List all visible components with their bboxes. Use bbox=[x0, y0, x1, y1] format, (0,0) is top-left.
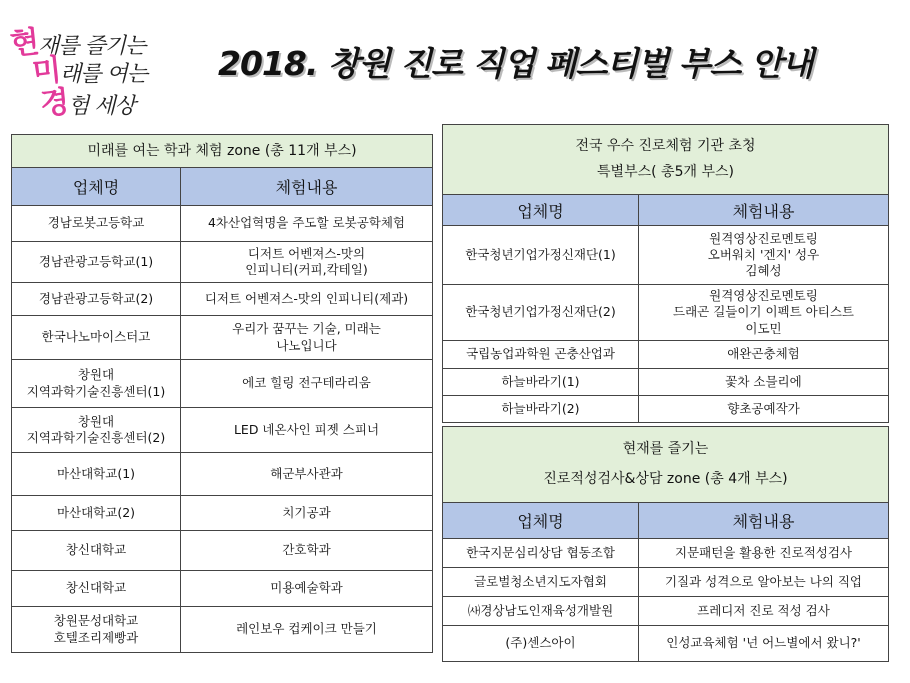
content-cell: 디저트 어벤져스-맛의 인피니티(제과) bbox=[181, 283, 433, 316]
zone2-table bbox=[442, 124, 889, 423]
zone3-table bbox=[442, 426, 889, 662]
zone1-col-content: 체험내용 bbox=[181, 168, 433, 206]
content-cell: 꽃차 소믈리에 bbox=[639, 369, 889, 396]
content-cell: 우리가 꿈꾸는 기술, 미래는 나노입니다 bbox=[181, 316, 433, 360]
zone1-col-company: 업체명 bbox=[12, 168, 181, 206]
zone1-table bbox=[11, 134, 433, 653]
table-row bbox=[12, 206, 433, 242]
content-cell: 간호학과 bbox=[181, 531, 433, 571]
company-cell: 한국지문심리상담 협동조합 bbox=[443, 539, 639, 568]
table-row bbox=[12, 496, 433, 531]
table-row bbox=[12, 607, 433, 653]
table-row bbox=[443, 568, 889, 597]
company-cell: 한국청년기업가정신재단(1) bbox=[443, 226, 639, 285]
content-cell: 4차산업혁명을 주도할 로봇공학체험 bbox=[181, 206, 433, 242]
zone3-rows bbox=[443, 539, 889, 662]
table-row bbox=[12, 316, 433, 360]
content-cell: 지문패턴을 활용한 진로적성검사 bbox=[639, 539, 889, 568]
zone3-col-content: 체험내용 bbox=[639, 503, 889, 539]
content-cell: 미용예술학과 bbox=[181, 571, 433, 607]
company-cell: (주)센스아이 bbox=[443, 626, 639, 662]
company-cell: ㈔경상남도인재육성개발원 bbox=[443, 597, 639, 626]
company-cell: 국립농업과학원 곤충산업과 bbox=[443, 341, 639, 369]
content-cell: 해군부사관과 bbox=[181, 453, 433, 496]
content-cell: 레인보우 컵케이크 만들기 bbox=[181, 607, 433, 653]
company-cell: 경남관광고등학교(1) bbox=[12, 242, 181, 283]
table-row bbox=[443, 539, 889, 568]
table-row bbox=[12, 531, 433, 571]
table-row bbox=[12, 283, 433, 316]
logo-line-3: 경험 세상 bbox=[38, 84, 135, 123]
content-cell: 치기공과 bbox=[181, 496, 433, 531]
table-row bbox=[443, 626, 889, 662]
table-row bbox=[443, 341, 889, 369]
logo-line-2: 미래를 여는 bbox=[30, 52, 147, 91]
table-row bbox=[12, 453, 433, 496]
zone3-col-company: 업체명 bbox=[443, 503, 639, 539]
zone1-rows bbox=[12, 206, 433, 653]
company-cell: 한국나노마이스터고 bbox=[12, 316, 181, 360]
company-cell: 창신대학교 bbox=[12, 531, 181, 571]
content-cell: 애완곤충체험 bbox=[639, 341, 889, 369]
zone2-rows bbox=[443, 226, 889, 423]
zone2-col-content: 체험내용 bbox=[639, 195, 889, 226]
table-row bbox=[12, 360, 433, 408]
zone1-header: 미래를 여는 학과 체험 zone (총 11개 부스) bbox=[12, 135, 433, 168]
company-cell: 창원문성대학교 호텔조리제빵과 bbox=[12, 607, 181, 653]
table-row bbox=[443, 285, 889, 341]
table-row bbox=[12, 571, 433, 607]
company-cell: 창원대 지역과학기술진흥센터(2) bbox=[12, 408, 181, 453]
content-cell: 에코 힐링 전구테라리움 bbox=[181, 360, 433, 408]
content-cell: LED 네온사인 피젯 스피너 bbox=[181, 408, 433, 453]
company-cell: 마산대학교(2) bbox=[12, 496, 181, 531]
table-row bbox=[443, 597, 889, 626]
content-cell: 디저트 어벤져스-맛의 인피니티(커피,칵테일) bbox=[181, 242, 433, 283]
company-cell: 경남로봇고등학교 bbox=[12, 206, 181, 242]
zone2-col-company: 업체명 bbox=[443, 195, 639, 226]
logo-line-1: 현재를 즐기는 bbox=[8, 24, 146, 63]
company-cell: 마산대학교(1) bbox=[12, 453, 181, 496]
table-row bbox=[443, 226, 889, 285]
festival-logo bbox=[8, 18, 200, 123]
company-cell: 한국청년기업가정신재단(2) bbox=[443, 285, 639, 341]
content-cell: 원격영상진로멘토링 드래곤 길들이기 이펙트 아티스트 이도민 bbox=[639, 285, 889, 341]
company-cell: 창신대학교 bbox=[12, 571, 181, 607]
table-row bbox=[12, 408, 433, 453]
page-title: 2018. 창원 진로 직업 페스티벌 부스 안내 bbox=[218, 44, 813, 83]
table-row bbox=[443, 396, 889, 423]
company-cell: 창원대 지역과학기술진흥센터(1) bbox=[12, 360, 181, 408]
zone2-header: 전국 우수 진로체험 기관 초청 특별부스( 총5개 부스) bbox=[443, 125, 889, 195]
content-cell: 원격영상진로멘토링 오버워치 '겐지' 성우 김혜성 bbox=[639, 226, 889, 285]
content-cell: 기질과 성격으로 알아보는 나의 직업 bbox=[639, 568, 889, 597]
company-cell: 하늘바라기(2) bbox=[443, 396, 639, 423]
company-cell: 하늘바라기(1) bbox=[443, 369, 639, 396]
zone3-header: 현재를 즐기는 진로적성검사&상담 zone (총 4개 부스) bbox=[443, 427, 889, 503]
company-cell: 경남관광고등학교(2) bbox=[12, 283, 181, 316]
content-cell: 인성교육체험 '넌 어느별에서 왔니?' bbox=[639, 626, 889, 662]
table-row bbox=[443, 369, 889, 396]
content-cell: 프레디저 진로 적성 검사 bbox=[639, 597, 889, 626]
table-row bbox=[12, 242, 433, 283]
content-cell: 향초공예작가 bbox=[639, 396, 889, 423]
company-cell: 글로벌청소년지도자협회 bbox=[443, 568, 639, 597]
